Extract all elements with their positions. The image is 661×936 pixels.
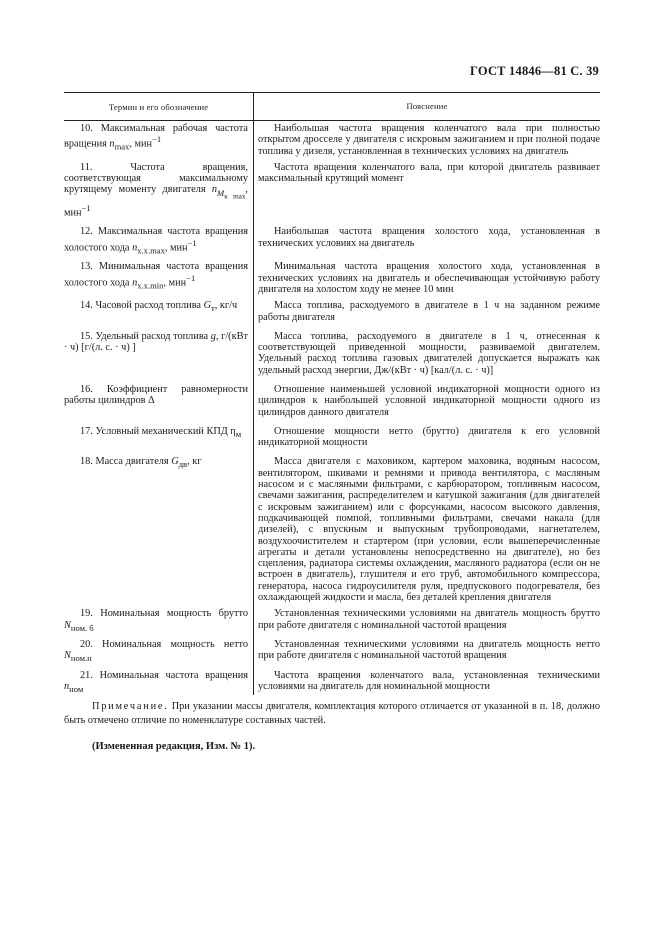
table-row [64, 261, 600, 300]
table-row [64, 331, 600, 384]
table-row [64, 456, 600, 608]
table-header [64, 92, 600, 121]
explanation-cell: Установленная техническими условиями на двигатель мощность нетто при работе двигателя с номинальной частотой вращения [258, 638, 600, 662]
term-cell: 12. Максимальная частота вращения холостого хода $n_{х.х.max}$, мин$^{-1}$ [64, 226, 248, 256]
table-row [64, 384, 600, 426]
note-label: Примечание. [92, 701, 169, 712]
table-row [64, 121, 600, 162]
column-header-term: Термин и его обозначение [108, 101, 209, 112]
term-cell: 13. Минимальная частота вращения холостого хода $n_{х.х.min}$, мин$^{-1}$ [64, 261, 248, 291]
table-row [64, 300, 600, 331]
explanation-cell: Наибольшая частота вращения холостого хода, установленная в технических условиях на двигатель [258, 226, 600, 249]
explanation-cell: Минимальная частота вращения холостого хода, установленная в технических условиях на двигатель и обеспечивающая устойчивую работу двигателя на холостом ходу не менее 10 мин [258, 261, 600, 295]
table-body [64, 121, 600, 695]
term-cell: 19. Номинальная мощность брутто $N_{ном. б}$ [64, 608, 248, 633]
term-cell: 21. Номинальная частота вращения $n_{ном}$ [64, 669, 248, 694]
explanation-cell: Отношение мощности нетто (брутто) двигателя к его условной индикаторной мощности [258, 425, 600, 449]
explanation-cell: Масса двигателя с маховиком, картером маховика, водяным насосом, вентилятором, шкивами и ремнями и привода вентилятора, с масляным насосом и с масляными фильтрами, с карбюратором, топливным насосом, свечами зажигания, распределителем и катушкой зажигания (для двигателей с искровым зажиганием) или с форсунками, насосом высокого давления, подкачивающей помпой, топливными фильтрами, свечами накала (для дизелей), с впускным и выпускным трубопроводами, нагнетателем, воздухоочистителем и стартером (при условии, если вышеперечисленные агрегаты и детали установлены непосредственно на двигателе), но без сцепления, радиатора системы охлаждения, масляного радиатора (если он не встроен в двигатель), глушителя и его труб, автомобильного компрессора, генератора, насоса гидроусилителя руля, предпускового подогревателя, без охлаждающей жидкости и масла, без деталей крепления двигателя [258, 456, 600, 604]
term-cell: 11. Частота вращения, соответствующая максимальному крутящему моменту двигателя $n_{M_{к max}}$, мин$^{-1}$ [64, 161, 248, 218]
explanation-cell: Установленная техническими условиями на двигатель мощность брутто при работе двигателя с номинальной частотой вращения [258, 608, 600, 631]
explanation-cell: Масса топлива, расходуемого в двигателе в 1 ч, отнесенная к соответствующей приведенной мощности, развиваемой двигателем. Удельный расход топлива газовых двигателей допускается выражать как удельный расход энергии, Дж/(кВт · ч) [кал/(л. с. · ч)] [258, 330, 600, 376]
terms-table [64, 92, 600, 695]
explanation-cell: Масса топлива, расходуемого в двигателе в 1 ч на заданном режиме работы двигателя [258, 300, 600, 323]
column-divider [253, 121, 254, 695]
term-cell: 20. Номинальная мощность нетто $N_{ном.н}$ [64, 638, 248, 664]
table-row [64, 226, 600, 261]
term-cell: 18. Масса двигателя $G_{дв}$, кг [80, 456, 202, 470]
term-cell: 14. Часовой расход топлива $G_т$, кг/ч [80, 300, 238, 314]
term-cell: 10. Максимальная рабочая частота вращения $n_{max}$, мин$^{-1}$ [64, 123, 248, 152]
table-row [64, 608, 600, 639]
table-row [64, 639, 600, 670]
explanation-cell: Отношение наименьшей условной индикаторной мощности одного из цилиндров к наибольшей условной индикаторной мощности одного из цилиндров данного двигателя [258, 383, 600, 418]
table-row [64, 162, 600, 226]
note-text: При указании массы двигателя, комплектация которого отличается от указанной в п. 18, должно быть отмечено отличие по номенклатуре составных частей. [64, 701, 601, 726]
edition-note: (Измененная редакция, Изм. № 1). [92, 741, 256, 752]
column-header-explanation: Пояснение [253, 93, 600, 120]
term-cell: 17. Условный механический КПД $\eta_м$ [80, 425, 242, 439]
explanation-cell: Наибольшая частота вращения коленчатого вала при полностью открытом дросселе у двигателя с искровым зажиганием и при полной подаче топлива у дизеля, установленная в технических условиях на двигатель [258, 123, 600, 157]
term-cell: 15. Удельный расход топлива g, г/(кВт · ч) [г/(л. с. · ч) ] [64, 330, 248, 354]
explanation-cell: Частота вращения коленчатого вала, установленная техническими условиями на двигатель для номинальной мощности [258, 669, 600, 692]
note-paragraph [64, 700, 600, 728]
explanation-cell: Частота вращения коленчатого вала, при которой двигатель развивает максимальный крутящий момент [258, 161, 600, 185]
table-row [64, 670, 600, 696]
term-cell: 16. Коэффициент равномерности работы цилиндров Δ [64, 383, 248, 407]
table-row [64, 426, 600, 457]
page-header: ГОСТ 14846—81 С. 39 [470, 64, 599, 78]
